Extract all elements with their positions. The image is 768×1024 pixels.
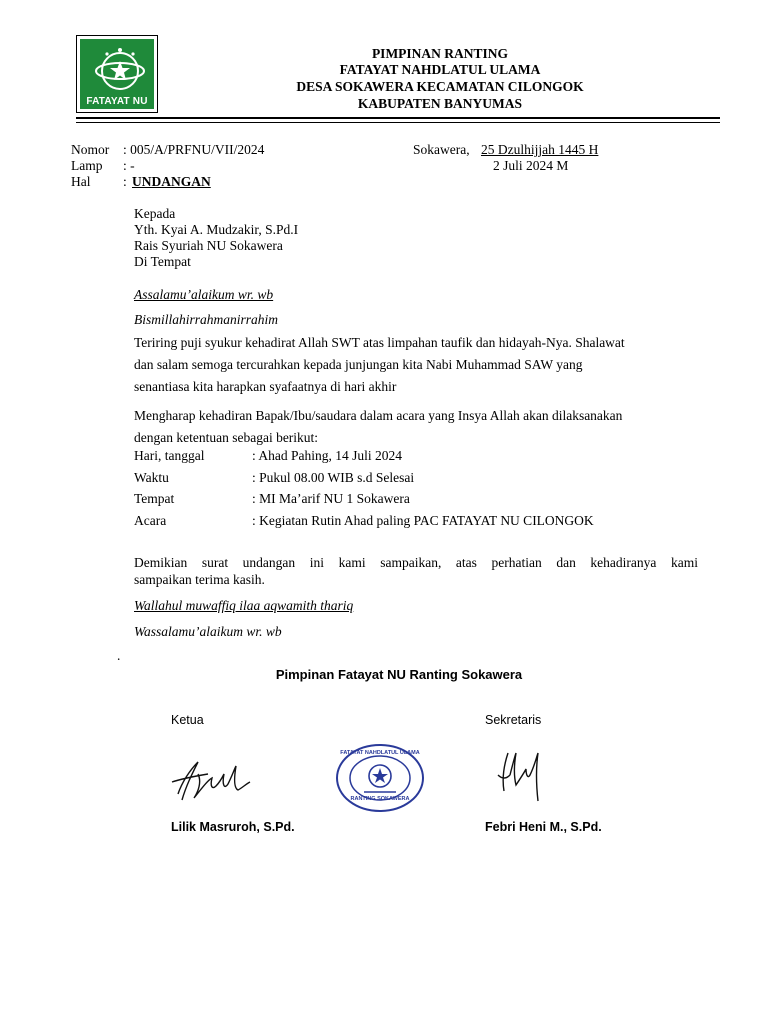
header-line-1: PIMPINAN RANTING (371, 46, 509, 61)
paragraph-2-line-2: dengan ketentuan sebagai berikut: (134, 430, 319, 445)
hal-label: Hal (71, 174, 91, 189)
header-rule-thin (76, 122, 720, 123)
stamp-text-top: FATAYAT NAHDLATUL ULAMA (340, 750, 420, 756)
wallahul-line: Wallahul muwaffiq ilaa aqwamith thariq (134, 598, 354, 613)
paragraph-1 (134, 332, 698, 398)
nomor-value: : 005/A/PRFNU/VII/2024 (123, 142, 265, 157)
detail-value-date: : Ahad Pahing, 14 Juli 2024 (252, 448, 403, 463)
header-line-3: DESA SOKAWERA KECAMATAN CILONGOK (296, 79, 584, 94)
logo-text: FATAYAT NU (86, 96, 148, 107)
closing-paragraph (134, 554, 698, 588)
hal-colon: : (123, 174, 127, 189)
header-rule-thick (76, 117, 720, 119)
lamp-value: : - (123, 158, 135, 173)
recipient-line-4: Di Tempat (134, 254, 191, 269)
sekretaris-name: Febri Heni M., S.Pd. (485, 820, 602, 834)
signature-org: Pimpinan Fatayat NU Ranting Sokawera (275, 667, 523, 682)
detail-label-event: Acara (134, 513, 167, 528)
detail-label-time: Waktu (134, 470, 169, 485)
salam-opening: Assalamu’alaikum wr. wb (134, 287, 274, 302)
paragraph-1-line-1: Teriring puji syukur kehadirat Allah SWT atas limpahan taufik dan hidayah-Nya. Shalawat (134, 335, 625, 350)
organization-logo (76, 35, 158, 113)
detail-label-place: Tempat (134, 491, 175, 506)
detail-value-place: : MI Ma’arif NU 1 Sokawera (252, 491, 410, 506)
ketua-signature (168, 752, 258, 808)
header-line-2: FATAYAT NAHDLATUL ULAMA (339, 62, 541, 77)
letter-date-masehi: 2 Juli 2024 M (493, 158, 569, 173)
nomor-label: Nomor (71, 142, 110, 157)
paragraph-2-line-1: Mengharap kehadiran Bapak/Ibu/saudara dalam acara yang Insya Allah akan dilaksanakan (134, 408, 623, 423)
recipient-line-2: Yth. Kyai A. Mudzakir, S.Pd.I (134, 222, 299, 237)
closing-line-2: sampaikan terima kasih. (134, 572, 265, 587)
detail-value-event: : Kegiatan Rutin Ahad paling PAC FATAYAT NU CILONGOK (252, 513, 594, 528)
paragraph-2 (134, 405, 698, 449)
paragraph-1-line-2: dan salam semoga tercurahkan kepada junjungan kita Nabi Muhammad SAW yang (134, 357, 583, 372)
basmalah: Bismillahirrahmanirrahim (134, 312, 279, 327)
lamp-label: Lamp (71, 158, 103, 173)
hal-value: UNDANGAN (132, 174, 211, 189)
stray-dot: . (117, 648, 121, 663)
sekretaris-signature (490, 745, 554, 807)
detail-label-date: Hari, tanggal (134, 448, 205, 463)
salam-closing: Wassalamu’alaikum wr. wb (134, 624, 282, 639)
letter-date-hijri: 25 Dzulhijjah 1445 H (481, 142, 599, 157)
recipient-line-1: Kepada (134, 206, 176, 221)
letter-place: Sokawera, (413, 142, 470, 157)
nu-globe-icon (94, 45, 146, 97)
header-line-4: KABUPATEN BANYUMAS (357, 96, 523, 111)
paragraph-1-line-3: senantiasa kita harapkan syafaatnya di hari akhir (134, 379, 397, 394)
detail-value-time: : Pukul 08.00 WIB s.d Selesai (252, 470, 415, 485)
closing-line-1: Demikian surat undangan ini kami sampaikan, atas perhatian dan kehadiranya kami (134, 555, 698, 570)
stamp-text-bottom: RANTING SOKAWERA (350, 796, 410, 802)
recipient-line-3: Rais Syuriah NU Sokawera (134, 238, 283, 253)
ketua-name: Lilik Masruroh, S.Pd. (171, 820, 295, 834)
ketua-title: Ketua (171, 713, 204, 727)
sekretaris-title: Sekretaris (485, 713, 542, 727)
